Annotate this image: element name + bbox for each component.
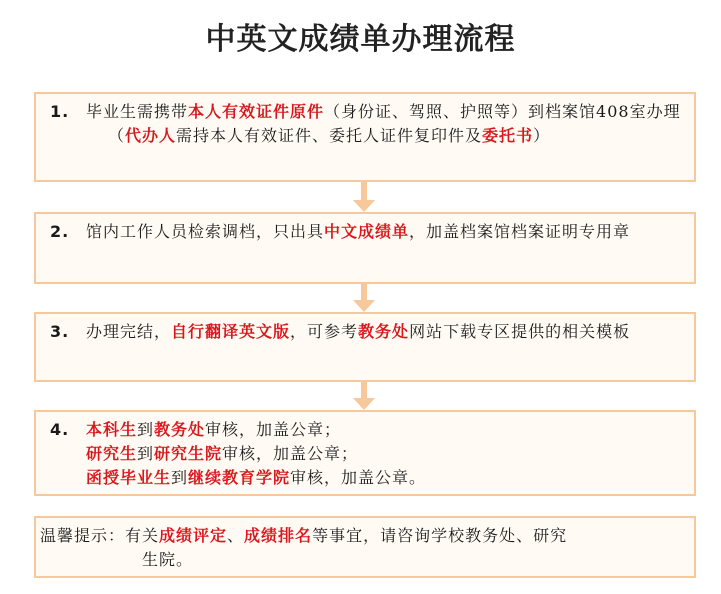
step-text: 需持本人有效证件、委托人证件复印件及 — [176, 126, 483, 145]
page-title: 中英文成绩单办理流程 — [205, 22, 516, 57]
highlight-text: 本科生 — [86, 420, 138, 439]
step-text: ，加盖档案馆档案证明专用章 — [409, 222, 631, 241]
step-number: 3. — [50, 322, 70, 341]
step-number: 2. — [50, 222, 70, 241]
step-number: 4. — [50, 420, 70, 439]
tip-line-2: 生院。 — [142, 550, 194, 569]
step-1-line-2 — [86, 126, 550, 145]
step-1-box — [34, 92, 696, 182]
step-4-text — [86, 418, 684, 490]
step-4-row — [86, 466, 684, 490]
tip-line-1 — [40, 524, 684, 548]
tip-text: 等事宜，请咨询学校教务处、研究 — [312, 526, 568, 545]
step-text: 审核，加盖公章； — [205, 420, 342, 439]
step-3-box — [34, 312, 696, 382]
tip-text: 、 — [227, 526, 245, 545]
highlight-text: 代办人 — [125, 126, 177, 145]
highlight-text: 中文成绩单 — [324, 222, 410, 241]
highlight-text: 继续教育学院 — [188, 468, 291, 487]
step-text: 网站下载专区提供的相关模板 — [409, 322, 631, 341]
step-4-row — [86, 418, 684, 442]
highlight-text: 研究生院 — [154, 444, 223, 463]
step-text: 审核，加盖公章； — [222, 444, 359, 463]
highlight-text: 成绩评定 — [159, 526, 228, 545]
step-text: ） — [533, 126, 551, 145]
step-text: 办理完结， — [86, 322, 172, 341]
step-3-text — [86, 320, 684, 344]
step-2-box — [34, 212, 696, 284]
tip-box — [34, 516, 696, 578]
step-text: （身份证、驾照、护照等）到档案馆408室办理 — [324, 102, 681, 121]
step-text: 到 — [137, 420, 155, 439]
step-text: （ — [108, 126, 126, 145]
highlight-text: 教务处 — [358, 322, 410, 341]
highlight-text: 研究生 — [86, 444, 138, 463]
highlight-text: 函授毕业生 — [86, 468, 172, 487]
highlight-text: 成绩排名 — [244, 526, 313, 545]
step-text: 到 — [137, 444, 155, 463]
step-4-box — [34, 410, 696, 496]
step-text: 到 — [171, 468, 189, 487]
highlight-text: 教务处 — [154, 420, 206, 439]
step-1-text — [86, 100, 684, 148]
step-number: 1. — [50, 102, 70, 121]
tip-text: 温馨提示：有关 — [40, 526, 160, 545]
highlight-text: 自行翻译英文版 — [171, 322, 291, 341]
step-text: ，可参考 — [290, 322, 359, 341]
highlight-text: 本人有效证件原件 — [188, 102, 325, 121]
step-text: 审核，加盖公章。 — [290, 468, 427, 487]
step-text: 毕业生需携带 — [86, 102, 189, 121]
step-2-text — [86, 220, 684, 244]
step-4-row — [86, 442, 684, 466]
highlight-text: 委托书 — [482, 126, 534, 145]
step-text: 馆内工作人员检索调档，只出具 — [86, 222, 325, 241]
